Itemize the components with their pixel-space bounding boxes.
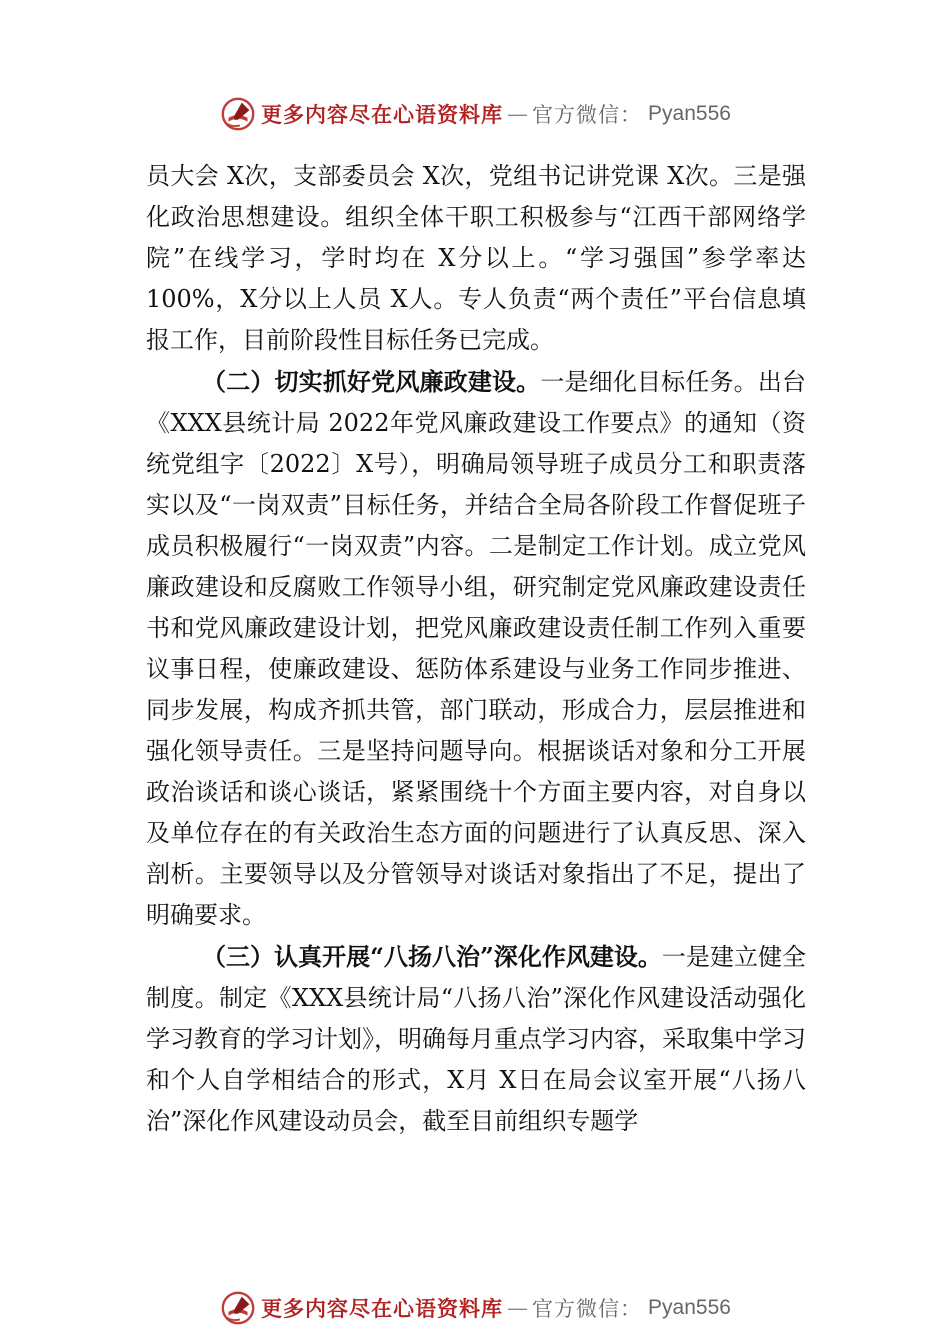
- header-watermark: [0, 94, 950, 134]
- paragraph-1-text: 员大会 X次，支部委员会 X次，党组书记讲党课 X次。三是强化政治思想建设。组织全体干职工积极参与“江西干部网络学院”在线学习，学时均在 X分以上。“学习强国”参学率达 100%，X分以上人员 X人。专人负责“两个责任”平台信息填报工作，目前阶段性目标任务已完成。: [146, 162, 806, 354]
- watermark-wechat-id: Pyan556: [648, 1296, 731, 1319]
- section-3-heading: （三）认真开展“八扬八治”深化作风建设。: [202, 942, 662, 971]
- watermark-library-name: 更多内容尽在心语资料库: [261, 1296, 504, 1321]
- document-body: [146, 156, 806, 1142]
- book-pen-logo-icon: [219, 1289, 257, 1327]
- section-2-heading: （二）切实抓好党风廉政建设。: [202, 367, 541, 396]
- watermark-dash: —: [507, 1296, 529, 1320]
- watermark-official-label: 官方微信：: [532, 1297, 643, 1321]
- watermark-library-name: 更多内容尽在心语资料库: [261, 102, 504, 127]
- watermark-official-label: 官方微信：: [532, 103, 643, 127]
- paragraph-3: [146, 936, 806, 1142]
- book-pen-logo-icon: [219, 95, 257, 133]
- footer-watermark: [0, 1288, 950, 1328]
- watermark-dash: —: [507, 102, 529, 126]
- paragraph-2: [146, 361, 806, 936]
- paragraph-3-text: 一是建立健全制度。制定《XXX县统计局“八扬八治”深化作风建设活动强化学习教育的学习计划》，明确每月重点学习内容，采取集中学习和个人自学相结合的形式，X月 X日在局会议室开展“八扬八治”深化作风建设动员会，截至目前组织专题学: [146, 943, 806, 1135]
- paragraph-1: [146, 156, 806, 361]
- paragraph-2-text: 一是细化目标任务。出台《XXX县统计局 2022年党风廉政建设工作要点》的通知（资统党组字〔2022〕X号），明确局领导班子成员分工和职责落实以及“一岗双责”目标任务，并结合全局各阶段工作督促班子成员积极履行“一岗双责”内容。二是制定工作计划。成立党风廉政建设和反腐败工作领导小组，研究制定党风廉政建设责任书和党风廉政建设计划，把党风廉政建设责任制工作列入重要议事日程，使廉政建设、惩防体系建设与业务工作同步推进、同步发展，构成齐抓共管，部门联动，形成合力，层层推进和强化领导责任。三是坚持问题导向。根据谈话对象和分工开展政治谈话和谈心谈话，紧紧围绕十个方面主要内容，对自身以及单位存在的有关政治生态方面的问题进行了认真反思、深入剖析。主要领导以及分管领导对谈话对象指出了不足，提出了明确要求。: [146, 368, 807, 929]
- watermark-wechat-id: Pyan556: [648, 102, 731, 125]
